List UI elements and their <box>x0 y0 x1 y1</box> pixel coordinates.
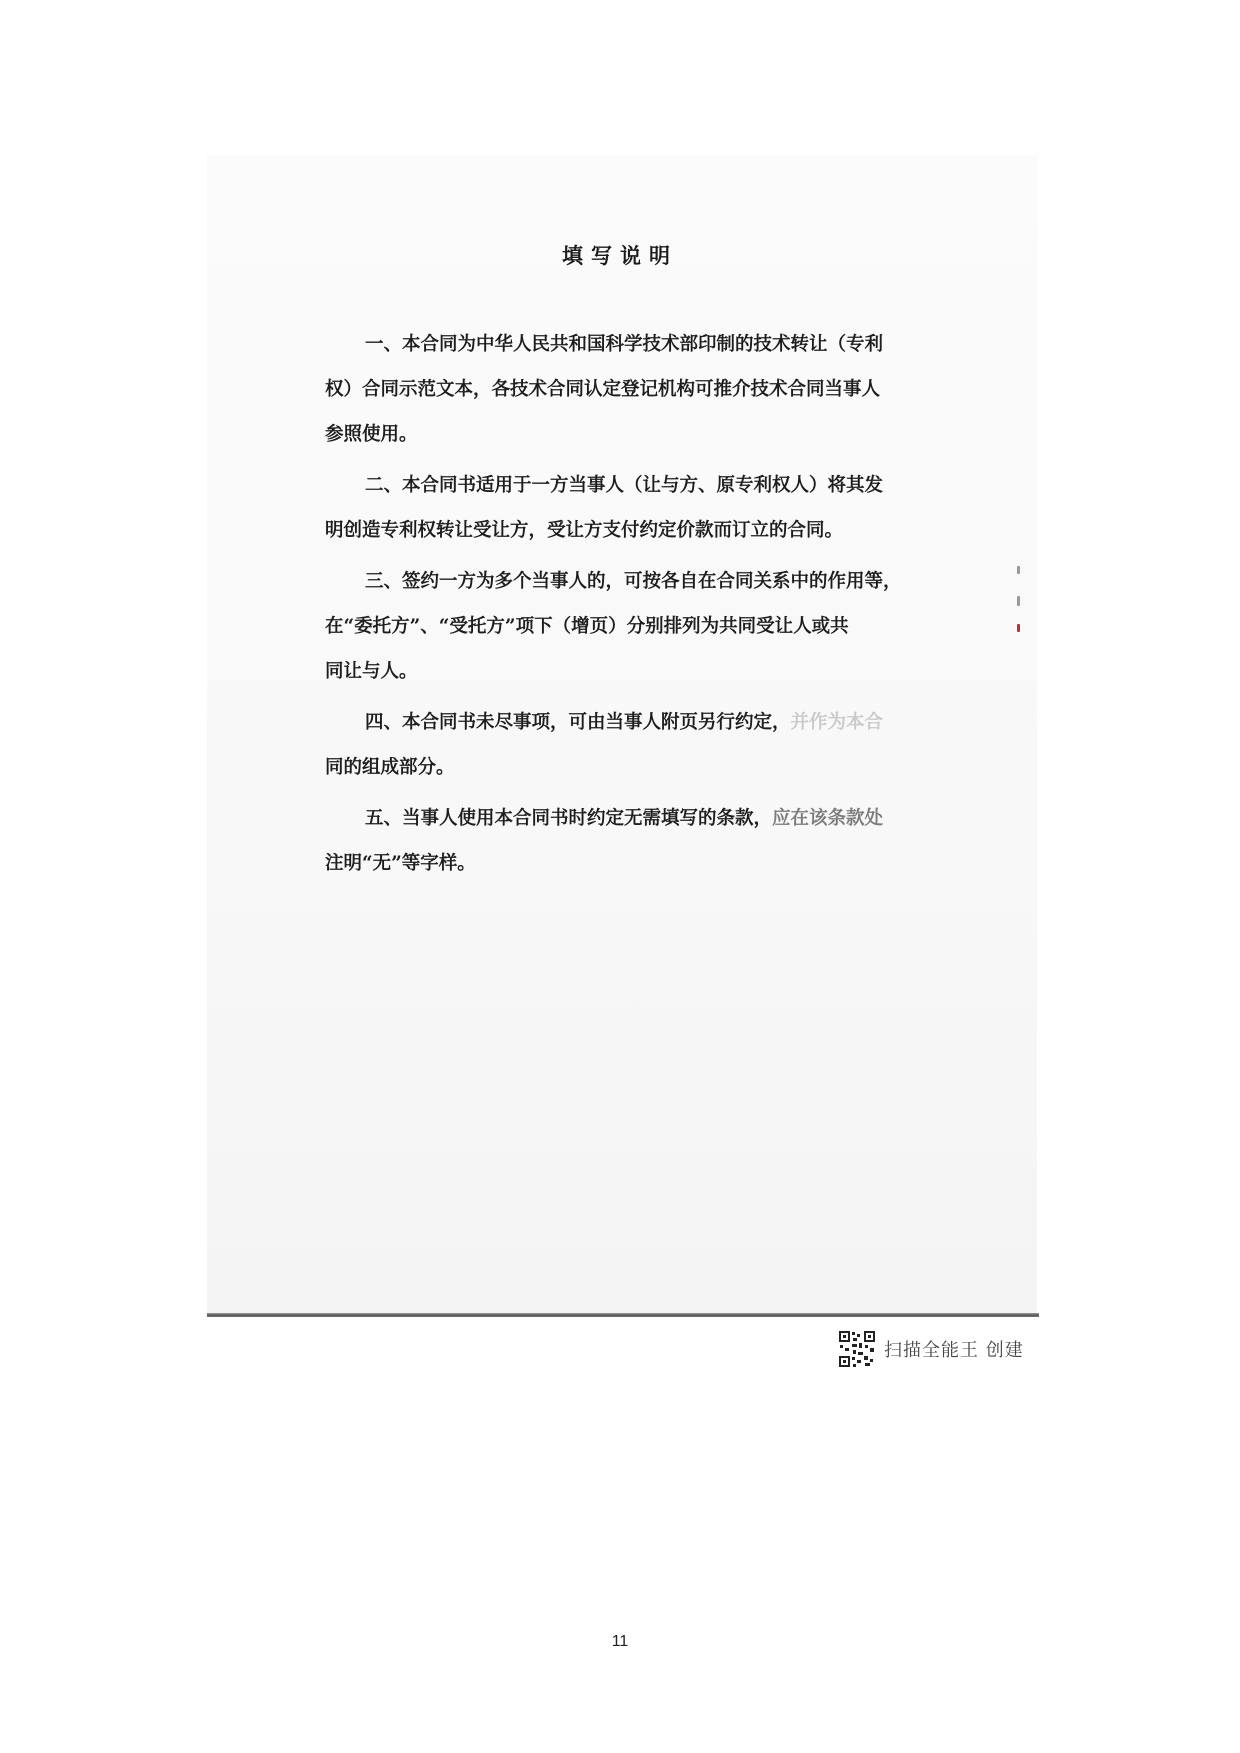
paragraph-line: 一、本合同为中华人民共和国科学技术部印制的技术转让（专利 <box>365 334 884 355</box>
paragraph-line: 注明“无”等字样。 <box>325 853 476 874</box>
faded-text: 应在该条款处 <box>772 808 884 829</box>
paragraph-line: 三、签约一方为多个当事人的，可按各自在合同关系中的作用等， <box>365 571 902 592</box>
paragraph-line: 同让与人。 <box>325 661 418 682</box>
faded-text: 并作为本合 <box>790 712 884 733</box>
paragraph-text: 四、本合同书未尽事项，可由当事人附页另行约定， <box>365 712 791 733</box>
paragraph-line: 权）合同示范文本，各技术合同认定登记机构可推介技术合同当事人 <box>325 379 881 400</box>
page-number: 11 <box>611 1633 629 1650</box>
scan-edge-shadow <box>207 1313 1039 1317</box>
paragraph-1 <box>325 322 922 457</box>
paragraph-line <box>325 796 922 841</box>
paragraph-line: 同的组成部分。 <box>325 757 455 778</box>
paragraph-5 <box>325 796 922 886</box>
paragraph-line: 参照使用。 <box>325 424 418 445</box>
paragraph-line: 在“委托方”、“受托方”项下（增页）分别排列为共同受让人或共 <box>325 616 849 637</box>
instructions-body <box>325 322 922 892</box>
paragraph-4 <box>325 700 922 790</box>
scanner-watermark <box>838 1329 1024 1369</box>
paragraph-line: 二、本合同书适用于一方当事人（让与方、原专利权人）将其发 <box>365 475 884 496</box>
scan-edge-marks <box>1017 566 1023 636</box>
paragraph-line <box>325 700 922 745</box>
paragraph-3 <box>325 559 922 694</box>
scanner-watermark-text: 扫描全能王 创建 <box>884 1340 1024 1361</box>
document-title: 填写说明 <box>562 243 678 268</box>
paragraph-text: 五、当事人使用本合同书时约定无需填写的条款， <box>365 808 773 829</box>
paragraph-line: 明创造专利权转让受让方，受让方支付约定价款而订立的合同。 <box>325 520 844 541</box>
qr-code-icon <box>838 1330 876 1368</box>
paragraph-2 <box>325 463 922 553</box>
